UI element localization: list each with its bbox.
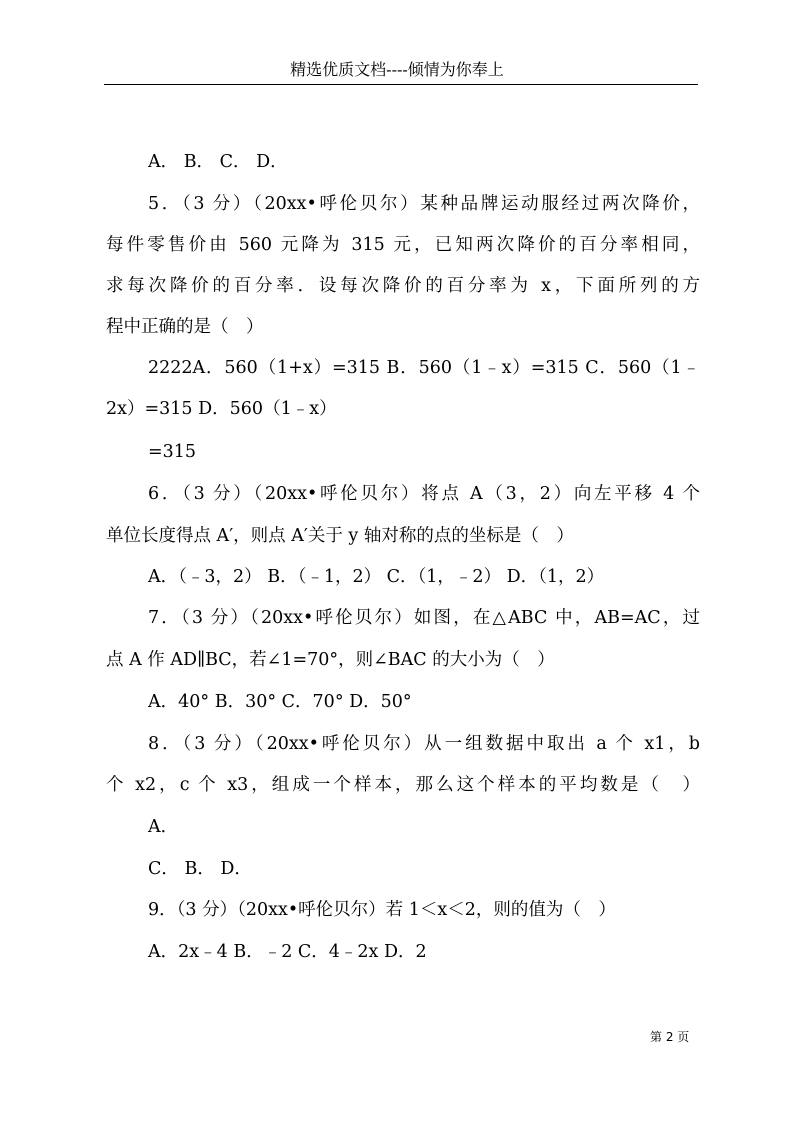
question-8-line-2: 个 x2，c 个 x3，组成一个样本，那么这个样本的平均数是（ ） xyxy=(106,775,700,795)
question-5-options-line-1: 2222A．560（1+x）=315 B．560（1﹣x）=315 C．560（1﹣ xyxy=(148,358,700,378)
question-5-options-line-2: 2x）=315 D．560（1﹣x） xyxy=(106,399,337,419)
question-5-line-4: 程中正确的是（ ） xyxy=(106,317,264,337)
question-5-options-line-3: =315 xyxy=(148,442,197,462)
answer-options-q4: A． B． C． D． xyxy=(148,152,288,172)
question-9-options: A．2x﹣4 B．﹣2 C．4﹣2x D．2 xyxy=(148,942,427,962)
question-9-line-1: 9．（3 分）（20xx•呼伦贝尔）若 1＜x＜2，则的值为（ ） xyxy=(148,900,616,920)
page-header-title: 精选优质文档----倾情为你奉上 xyxy=(290,60,504,79)
question-6-options: A．（﹣3，2） B．（﹣1，2） C．（1，﹣2） D．（1，2） xyxy=(148,567,605,587)
question-8-options-line-1: A． xyxy=(148,817,179,837)
question-7-line-1: 7．（3 分）（20xx•呼伦贝尔）如图，在△ABC 中，AB=AC，过 xyxy=(148,608,700,628)
header-divider xyxy=(104,84,698,85)
question-6-line-2: 单位长度得点 A′，则点 A′关于 y 轴对称的点的坐标是（ ） xyxy=(106,526,574,546)
question-8-options-line-2: C． B． D． xyxy=(148,859,252,879)
question-5-line-1: 5．（3 分）（20xx•呼伦贝尔）某种品牌运动服经过两次降价， xyxy=(148,194,700,214)
page-number: 第 2 页 xyxy=(650,1030,690,1044)
question-5-line-3: 求每次降价的百分率．设每次降价的百分率为 x，下面所列的方 xyxy=(106,276,700,296)
question-5-line-2: 每件零售价由 560 元降为 315 元，已知两次降价的百分率相同， xyxy=(106,235,700,255)
question-8-line-1: 8．（3 分）（20xx•呼伦贝尔）从一组数据中取出 a 个 x1，b xyxy=(148,734,700,754)
question-7-line-2: 点 A 作 AD∥BC，若∠1=70°，则∠BAC 的大小为（ ） xyxy=(106,650,555,670)
question-6-line-1: 6．（3 分）（20xx•呼伦贝尔）将点 A（3，2）向左平移 4 个 xyxy=(148,484,700,504)
question-7-options: A．40° B．30° C．70° D．50° xyxy=(148,692,412,712)
